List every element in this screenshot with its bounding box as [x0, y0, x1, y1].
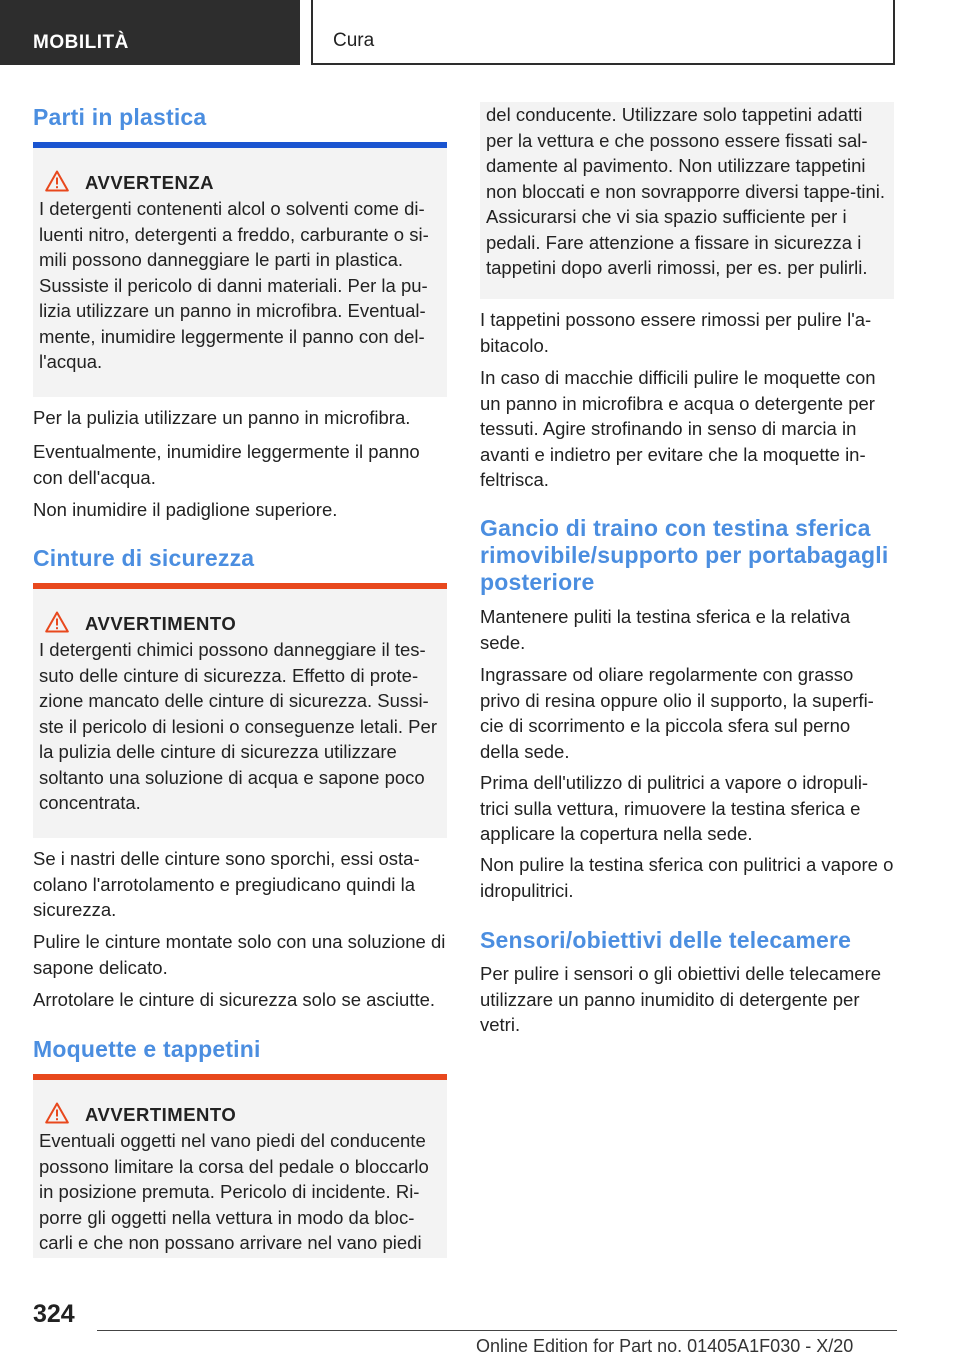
warning-text: I detergenti chimici possono danneggiare il tes-suto delle cinture di sicurezza. Effetto di prote-zione mancato delle cinture di sicurezza. Sussi-ste il pericolo di lesioni o conseguenze letali. Per la pulizia delle cinture di sicurezza utilizzare soltanto una soluzione di acqua e sapone poco concentrata.: [39, 639, 437, 813]
paragraph: In caso di macchie difficili pulire le moquette con un panno in microfibra e acqua o detergente per tessuti. Agire strofinando in senso di marcia in avanti e indietro per evitare che la moquette in-feltrisca.: [480, 367, 876, 490]
warning-box: [33, 148, 447, 397]
page-number: 324: [33, 1300, 75, 1328]
chapter-title: Cura: [311, 0, 895, 65]
paragraph: Eventualmente, inumidire leggermente il panno con dell'acqua.: [33, 441, 420, 488]
paragraph: Mantenere puliti la testina sferica e la relativa sede.: [480, 606, 851, 653]
heading-sensori: Sensori/obiettivi delle telecamere: [480, 927, 852, 953]
warning-box: [33, 1080, 447, 1258]
heading-moquette: Moquette e tappetini: [33, 1036, 261, 1062]
edition-text: Online Edition for Part no. 01405A1F030 - X/20: [476, 1336, 854, 1356]
paragraph: Per la pulizia utilizzare un panno in microfibra.: [33, 407, 411, 428]
warning-text: Eventuali oggetti nel vano piedi del conducente possono limitare la corsa del pedale o bloccarlo in posizione premuta. Pericolo di incidente. Ri-porre gli oggetti nella vettura in modo da bloc-carli e che non possano arrivare nel vano piedi: [39, 1130, 429, 1253]
warning-box: [33, 589, 447, 838]
warning-triangle-icon: [45, 1102, 69, 1124]
paragraph: Non pulire la testina sferica con pulitrici a vapore o idropulitrici.: [480, 854, 894, 901]
heading-gancio-traino: Gancio di traino con testina sferica rimovibile/supporto per portabagagli posteriore: [480, 515, 889, 595]
warning-label: AVVERTIMENTO: [85, 613, 237, 634]
paragraph: Pulire le cinture montate solo con una soluzione di sapone delicato.: [33, 931, 446, 978]
paragraph: Prima dell'utilizzo di pulitrici a vapore o idropuli-trici sulla vettura, rimuovere la testina sferica e applicare la copertura nella sede.: [480, 772, 869, 844]
heading-cinture: Cinture di sicurezza: [33, 545, 255, 571]
warning-triangle-icon: [45, 170, 69, 192]
warning-label: AVVERTENZA: [85, 172, 215, 193]
warning-triangle-icon: [45, 611, 69, 633]
paragraph: Non inumidire il padiglione superiore.: [33, 499, 338, 520]
warning-box-continued: [480, 102, 894, 299]
warning-text: del conducente. Utilizzare solo tappetini adatti per la vettura e che possono essere fissati sal-damente al pavimento. Non utilizzare tappetini non bloccati e non sovrapporre diversi tappe-tini. Assicurarsi che vi sia spazio sufficiente per i pedali. Fare attenzione a fissare in sicurezza i tappetini dopo averli rimossi, per es. per pulirli.: [486, 104, 886, 278]
warning-label: AVVERTIMENTO: [85, 1104, 237, 1125]
paragraph: Per pulire i sensori o gli obiettivi delle telecamere utilizzare un panno inumidito di detergente per vetri.: [480, 963, 882, 1035]
paragraph: Ingrassare od oliare regolarmente con grasso privo di resina oppure olio il supporto, la superfi-cie di scorrimento e la piccola sfera sul perno della sede.: [480, 664, 874, 762]
warning-text: I detergenti contenenti alcol o solventi come di-luenti nitro, detergenti a freddo, carburante o si-mili possono danneggiare le parti in plastica. Sussiste il pericolo di danni materiali. Per la pu-lizia utilizzare un panno in microfibra. Eventual-mente, inumidire leggermente il panno con del-l'acqua.: [39, 198, 429, 372]
heading-parti-plastica: Parti in plastica: [33, 104, 207, 130]
footer-divider: [97, 1330, 897, 1331]
paragraph: Arrotolare le cinture di sicurezza solo se asciutte.: [33, 989, 436, 1010]
paragraph: Se i nastri delle cinture sono sporchi, essi osta-colano l'arrotolamento e pregiudicano quindi la sicurezza.: [33, 848, 420, 920]
section-tab: MOBILITÀ: [0, 0, 300, 65]
paragraph: I tappetini possono essere rimossi per pulire l'a-bitacolo.: [480, 309, 872, 356]
